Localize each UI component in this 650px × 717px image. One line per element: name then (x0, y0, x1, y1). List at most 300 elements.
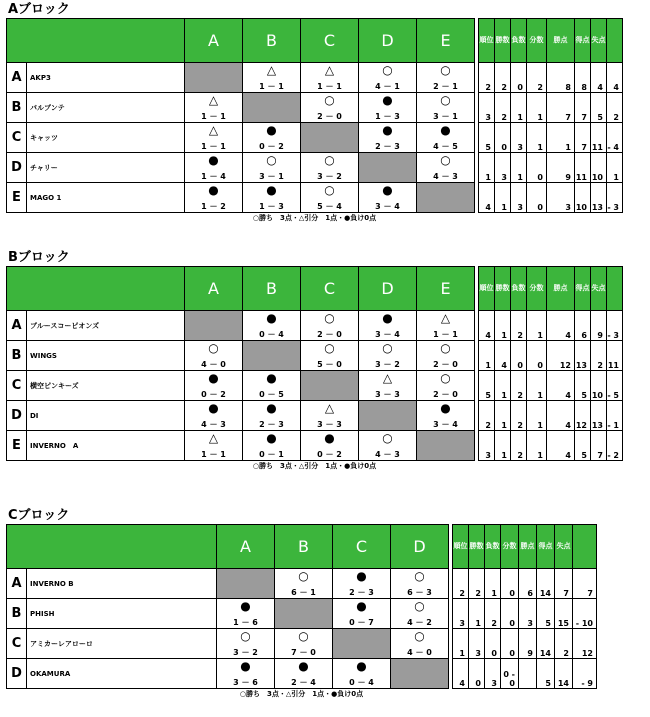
match-score: 3 － 2 (233, 648, 258, 657)
stat-value: 2 (479, 401, 495, 431)
match-score: 1 － 1 (201, 142, 226, 151)
team-name: OKAMURA (27, 659, 217, 689)
match-score: 1 － 6 (233, 618, 258, 627)
match-cell (359, 183, 417, 213)
match-cell (243, 123, 301, 153)
match-cell (359, 341, 417, 371)
legend: ○勝ち 3点・△引分 1点・●負け0点 (239, 690, 364, 698)
stat-value: 5 (537, 599, 555, 629)
team-name: WINGS (27, 341, 185, 371)
stat-value: 2 (479, 63, 495, 93)
match-score: 5 － 0 (317, 360, 342, 369)
team-name: MAGO 1 (27, 183, 185, 213)
stat-value: 1 (527, 311, 547, 341)
match-score: 4 － 1 (375, 82, 400, 91)
match-cell (185, 183, 243, 213)
table-row (7, 659, 597, 689)
row-label: D (7, 153, 27, 183)
stat-value: 7 (555, 569, 573, 599)
match-cell (333, 599, 391, 629)
match-cell (391, 599, 449, 629)
stat-value: 2 (511, 311, 527, 341)
match-score: 0 － 5 (259, 390, 284, 399)
standings-table (6, 524, 597, 689)
match-score: 0 － 2 (259, 142, 284, 151)
result-mark: ○ (240, 629, 251, 643)
result-mark: ○ (382, 431, 393, 445)
match-cell (301, 93, 359, 123)
match-cell (359, 431, 417, 461)
stat-value: 12 (547, 341, 575, 371)
stat-value: 1 (469, 599, 485, 629)
team-name: 横空ピンキーズ (27, 371, 185, 401)
result-mark: ● (266, 431, 277, 445)
match-cell (301, 311, 359, 341)
stat-value: - 9 (573, 659, 597, 689)
self-cell (359, 153, 417, 183)
match-cell (391, 629, 449, 659)
stat-value: 5 (575, 371, 591, 401)
match-score: 3 － 4 (375, 202, 400, 211)
stat-value: 7 (575, 93, 591, 123)
stat-header: 分数 (501, 525, 519, 569)
stat-value: - 5 (607, 371, 623, 401)
match-cell (185, 123, 243, 153)
stat-value: 11 (575, 153, 591, 183)
stat-value: 4 (547, 311, 575, 341)
stat-value: 1 (547, 123, 575, 153)
match-score: 0 － 4 (349, 678, 374, 687)
match-cell (275, 659, 333, 689)
match-score: 2 － 3 (375, 142, 400, 151)
match-score: 3 － 2 (317, 172, 342, 181)
result-mark: △ (266, 63, 277, 77)
stat-value: 4 (453, 659, 469, 689)
stat-header: 失点 (555, 525, 573, 569)
match-score: 4 － 3 (433, 172, 458, 181)
match-cell (185, 341, 243, 371)
stat-value: 7 (575, 123, 591, 153)
stat-value: 0 (527, 183, 547, 213)
match-score: 4 － 3 (375, 450, 400, 459)
match-cell (417, 341, 475, 371)
result-mark: ● (266, 311, 277, 325)
stat-value: 4 (479, 311, 495, 341)
stat-value: 3 (511, 123, 527, 153)
stat-value: 8 (547, 63, 575, 93)
stat-value: 4 (547, 401, 575, 431)
stat-header: 勝点 (547, 19, 575, 63)
match-score: 1 － 1 (433, 330, 458, 339)
table-row (7, 431, 623, 461)
match-score: 2 － 3 (259, 420, 284, 429)
stat-value: 3 (453, 599, 469, 629)
match-score: 4 － 3 (201, 420, 226, 429)
result-mark: ○ (440, 63, 451, 77)
stat-value: - 4 (607, 123, 623, 153)
table-row (7, 63, 623, 93)
table-row (7, 311, 623, 341)
stat-value: 1 (511, 153, 527, 183)
match-cell (301, 341, 359, 371)
match-cell (275, 629, 333, 659)
column-header-c: C (301, 19, 359, 63)
stat-value: 3 (495, 153, 511, 183)
team-name: ブルースコーピオンズ (27, 311, 185, 341)
result-mark: ● (356, 659, 367, 673)
column-header-d: D (359, 19, 417, 63)
header-corner (7, 19, 185, 63)
stat-value: 0 (501, 599, 519, 629)
stat-value: 0 (527, 153, 547, 183)
match-score: 4 － 0 (407, 648, 432, 657)
stat-header: 失点 (591, 267, 607, 311)
match-cell (417, 371, 475, 401)
row-label: C (7, 629, 27, 659)
match-cell (359, 371, 417, 401)
header-row (7, 267, 623, 311)
stat-value: 9 (547, 153, 575, 183)
result-mark: ● (208, 153, 219, 167)
match-cell (417, 311, 475, 341)
match-score: 2 － 0 (317, 330, 342, 339)
stat-value: 2 (527, 63, 547, 93)
result-mark: ○ (414, 629, 425, 643)
table-row (7, 569, 597, 599)
self-cell (301, 123, 359, 153)
stat-value: 1 (527, 401, 547, 431)
match-cell (301, 183, 359, 213)
row-label: B (7, 93, 27, 123)
header-corner (7, 267, 185, 311)
match-cell (301, 431, 359, 461)
stat-header: 勝数 (495, 267, 511, 311)
stat-value: 2 (511, 431, 527, 461)
self-cell (417, 183, 475, 213)
row-label: E (7, 431, 27, 461)
stat-value: 14 (537, 629, 555, 659)
table-row (7, 153, 623, 183)
stat-value: 3 (479, 93, 495, 123)
stat-value: 4 (607, 63, 623, 93)
stat-value: 8 (575, 63, 591, 93)
stat-value (519, 659, 537, 689)
column-header-d: D (359, 267, 417, 311)
match-score: 2 － 4 (291, 678, 316, 687)
stat-header: 順位 (479, 267, 495, 311)
stat-value: 1 (527, 431, 547, 461)
stat-value: 0 (501, 569, 519, 599)
stat-header (607, 267, 623, 311)
result-mark: ○ (324, 153, 335, 167)
stat-header: 得点 (537, 525, 555, 569)
result-mark: ● (382, 93, 393, 107)
row-label: D (7, 659, 27, 689)
block-title: Cブロック (8, 508, 70, 523)
block-a (6, 2, 623, 224)
row-label: A (7, 569, 27, 599)
self-cell (275, 599, 333, 629)
match-cell (243, 153, 301, 183)
stat-value: 6 (575, 311, 591, 341)
result-mark: △ (382, 371, 393, 385)
match-score: 0 － 4 (259, 330, 284, 339)
match-score: 1 － 1 (317, 82, 342, 91)
match-score: 3 － 6 (233, 678, 258, 687)
stat-header: 失点 (591, 19, 607, 63)
table-row (7, 371, 623, 401)
block-title: Bブロック (8, 250, 70, 265)
result-mark: ● (208, 401, 219, 415)
result-mark: ● (440, 401, 451, 415)
stat-value: - 3 (607, 311, 623, 341)
result-mark: ○ (324, 311, 335, 325)
stat-value: 9 (519, 629, 537, 659)
match-score: 1 － 1 (201, 112, 226, 121)
result-mark: ○ (440, 93, 451, 107)
table-row (7, 629, 597, 659)
self-cell (417, 431, 475, 461)
match-score: 0 － 2 (201, 390, 226, 399)
result-mark: ○ (414, 569, 425, 583)
column-header-d: D (391, 525, 449, 569)
stat-value: 0 (527, 341, 547, 371)
header-row (7, 525, 597, 569)
result-mark: △ (208, 123, 219, 137)
stat-value: 14 (555, 659, 573, 689)
stat-value: 14 (537, 569, 555, 599)
match-score: 3 － 3 (375, 390, 400, 399)
match-score: 1 － 4 (201, 172, 226, 181)
table-row (7, 341, 623, 371)
stat-value: 4 (591, 63, 607, 93)
result-mark: ○ (382, 341, 393, 355)
result-mark: ● (240, 599, 251, 613)
match-cell (417, 63, 475, 93)
legend: ○勝ち 3点・△引分 1点・●負け0点 (252, 214, 377, 222)
column-header-c: C (333, 525, 391, 569)
stat-value: 2 (607, 93, 623, 123)
row-label: C (7, 123, 27, 153)
result-mark: △ (440, 311, 451, 325)
match-score: 1 － 3 (375, 112, 400, 121)
stat-value: 1 (495, 371, 511, 401)
stat-value: 5 (575, 431, 591, 461)
result-mark: ● (208, 183, 219, 197)
match-cell (359, 93, 417, 123)
stat-value: 1 (485, 569, 501, 599)
match-score: 6 － 1 (291, 588, 316, 597)
column-header-c: C (301, 267, 359, 311)
stat-header (573, 525, 597, 569)
result-mark: ● (356, 599, 367, 613)
self-cell (185, 311, 243, 341)
self-cell (217, 569, 275, 599)
result-mark: ○ (440, 371, 451, 385)
result-mark: △ (324, 401, 335, 415)
stat-value: 1 (495, 401, 511, 431)
column-header-e: E (417, 19, 475, 63)
result-mark: ○ (440, 341, 451, 355)
stat-value: 4 (547, 431, 575, 461)
match-cell (275, 569, 333, 599)
stat-value: 5 (479, 371, 495, 401)
match-cell (301, 63, 359, 93)
table-row (7, 183, 623, 213)
match-score: 3 － 4 (375, 330, 400, 339)
stat-value: 12 (573, 629, 597, 659)
match-score: 0 － 7 (349, 618, 374, 627)
stat-header: 得点 (575, 19, 591, 63)
match-cell (243, 63, 301, 93)
row-label: A (7, 63, 27, 93)
stat-value: 1 (527, 371, 547, 401)
stat-value: 1 (479, 153, 495, 183)
match-cell (185, 93, 243, 123)
stat-header: 順位 (453, 525, 469, 569)
result-mark: ● (382, 311, 393, 325)
result-mark: ● (298, 659, 309, 673)
stat-value: 0 (495, 123, 511, 153)
stat-header: 順位 (479, 19, 495, 63)
match-cell (417, 93, 475, 123)
match-cell (359, 311, 417, 341)
match-score: 2 － 0 (317, 112, 342, 121)
stat-header: 負数 (511, 19, 527, 63)
result-mark: ● (266, 183, 277, 197)
match-score: 4 － 0 (201, 360, 226, 369)
result-mark: △ (324, 63, 335, 77)
stat-value: 0 (511, 63, 527, 93)
stat-value: 11 (591, 123, 607, 153)
match-cell (185, 153, 243, 183)
stat-header (607, 19, 623, 63)
match-score: 2 － 0 (433, 360, 458, 369)
match-cell (185, 401, 243, 431)
result-mark: ○ (382, 63, 393, 77)
block-b (6, 250, 623, 472)
stat-value: - 1 (607, 401, 623, 431)
stat-value: 2 (555, 629, 573, 659)
match-cell (333, 569, 391, 599)
self-cell (243, 93, 301, 123)
team-name: パルプンテ (27, 93, 185, 123)
match-cell (243, 371, 301, 401)
table-row (7, 123, 623, 153)
result-mark: ● (266, 401, 277, 415)
stat-value: 6 (519, 569, 537, 599)
column-header-e: E (417, 267, 475, 311)
match-score: 2 － 0 (433, 390, 458, 399)
match-score: 3 － 1 (259, 172, 284, 181)
match-score: 1 － 2 (201, 202, 226, 211)
match-score: 0 － 2 (317, 450, 342, 459)
match-score: 4 － 5 (433, 142, 458, 151)
match-cell (185, 431, 243, 461)
stat-value: 13 (591, 183, 607, 213)
result-mark: ○ (324, 341, 335, 355)
match-score: 1 － 1 (201, 450, 226, 459)
stat-value: - 3 (607, 183, 623, 213)
team-name: INVERNO A (27, 431, 185, 461)
stat-value: 7 (547, 93, 575, 123)
stat-value: 7 (591, 431, 607, 461)
stat-value: 0 (511, 341, 527, 371)
team-name: PHISH (27, 599, 217, 629)
match-score: 5 － 4 (317, 202, 342, 211)
stat-header: 得点 (575, 267, 591, 311)
result-mark: ○ (208, 341, 219, 355)
stat-value: 12 (575, 401, 591, 431)
row-label: C (7, 371, 27, 401)
stat-value: 7 (573, 569, 597, 599)
stat-value: 4 (479, 183, 495, 213)
legend: ○勝ち 3点・△引分 1点・●負け0点 (252, 462, 377, 470)
self-cell (359, 401, 417, 431)
stat-value: 11 (607, 341, 623, 371)
header-row (7, 19, 623, 63)
stat-value: 2 (495, 93, 511, 123)
stat-value: 3 (547, 183, 575, 213)
stat-value: 0 (501, 629, 519, 659)
stat-value: 1 (495, 183, 511, 213)
stat-header: 勝点 (519, 525, 537, 569)
column-header-a: A (185, 267, 243, 311)
result-mark: ○ (324, 183, 335, 197)
match-score: 4 － 2 (407, 618, 432, 627)
row-label: B (7, 599, 27, 629)
stat-header: 分数 (527, 267, 547, 311)
stat-value: 1 (479, 341, 495, 371)
stat-value: 2 (453, 569, 469, 599)
row-label: B (7, 341, 27, 371)
stat-value: 0 - 0 (501, 659, 519, 689)
match-cell (243, 311, 301, 341)
match-cell (417, 153, 475, 183)
match-cell (301, 153, 359, 183)
team-name: キャッツ (27, 123, 185, 153)
match-cell (417, 401, 475, 431)
result-mark: △ (208, 431, 219, 445)
stat-value: 2 (511, 371, 527, 401)
match-cell (417, 123, 475, 153)
self-cell (333, 629, 391, 659)
stat-value: 3 (511, 183, 527, 213)
stat-value: 5 (591, 93, 607, 123)
result-mark: ○ (324, 93, 335, 107)
stat-value: 10 (575, 183, 591, 213)
result-mark: ● (266, 123, 277, 137)
stat-value: 4 (495, 341, 511, 371)
result-mark: ● (324, 431, 335, 445)
stat-header: 勝数 (495, 19, 511, 63)
column-header-b: B (275, 525, 333, 569)
match-score: 1 － 3 (259, 202, 284, 211)
result-mark: ○ (298, 569, 309, 583)
match-cell (359, 123, 417, 153)
header-corner (7, 525, 217, 569)
result-mark: ● (240, 659, 251, 673)
stat-value: 4 (547, 371, 575, 401)
stat-value: 10 (591, 153, 607, 183)
table-row (7, 401, 623, 431)
stat-value: 1 (495, 431, 511, 461)
column-header-a: A (185, 19, 243, 63)
stat-header: 負数 (511, 267, 527, 311)
stat-value: 3 (479, 431, 495, 461)
stat-value: 2 (485, 599, 501, 629)
match-score: 2 － 3 (349, 588, 374, 597)
